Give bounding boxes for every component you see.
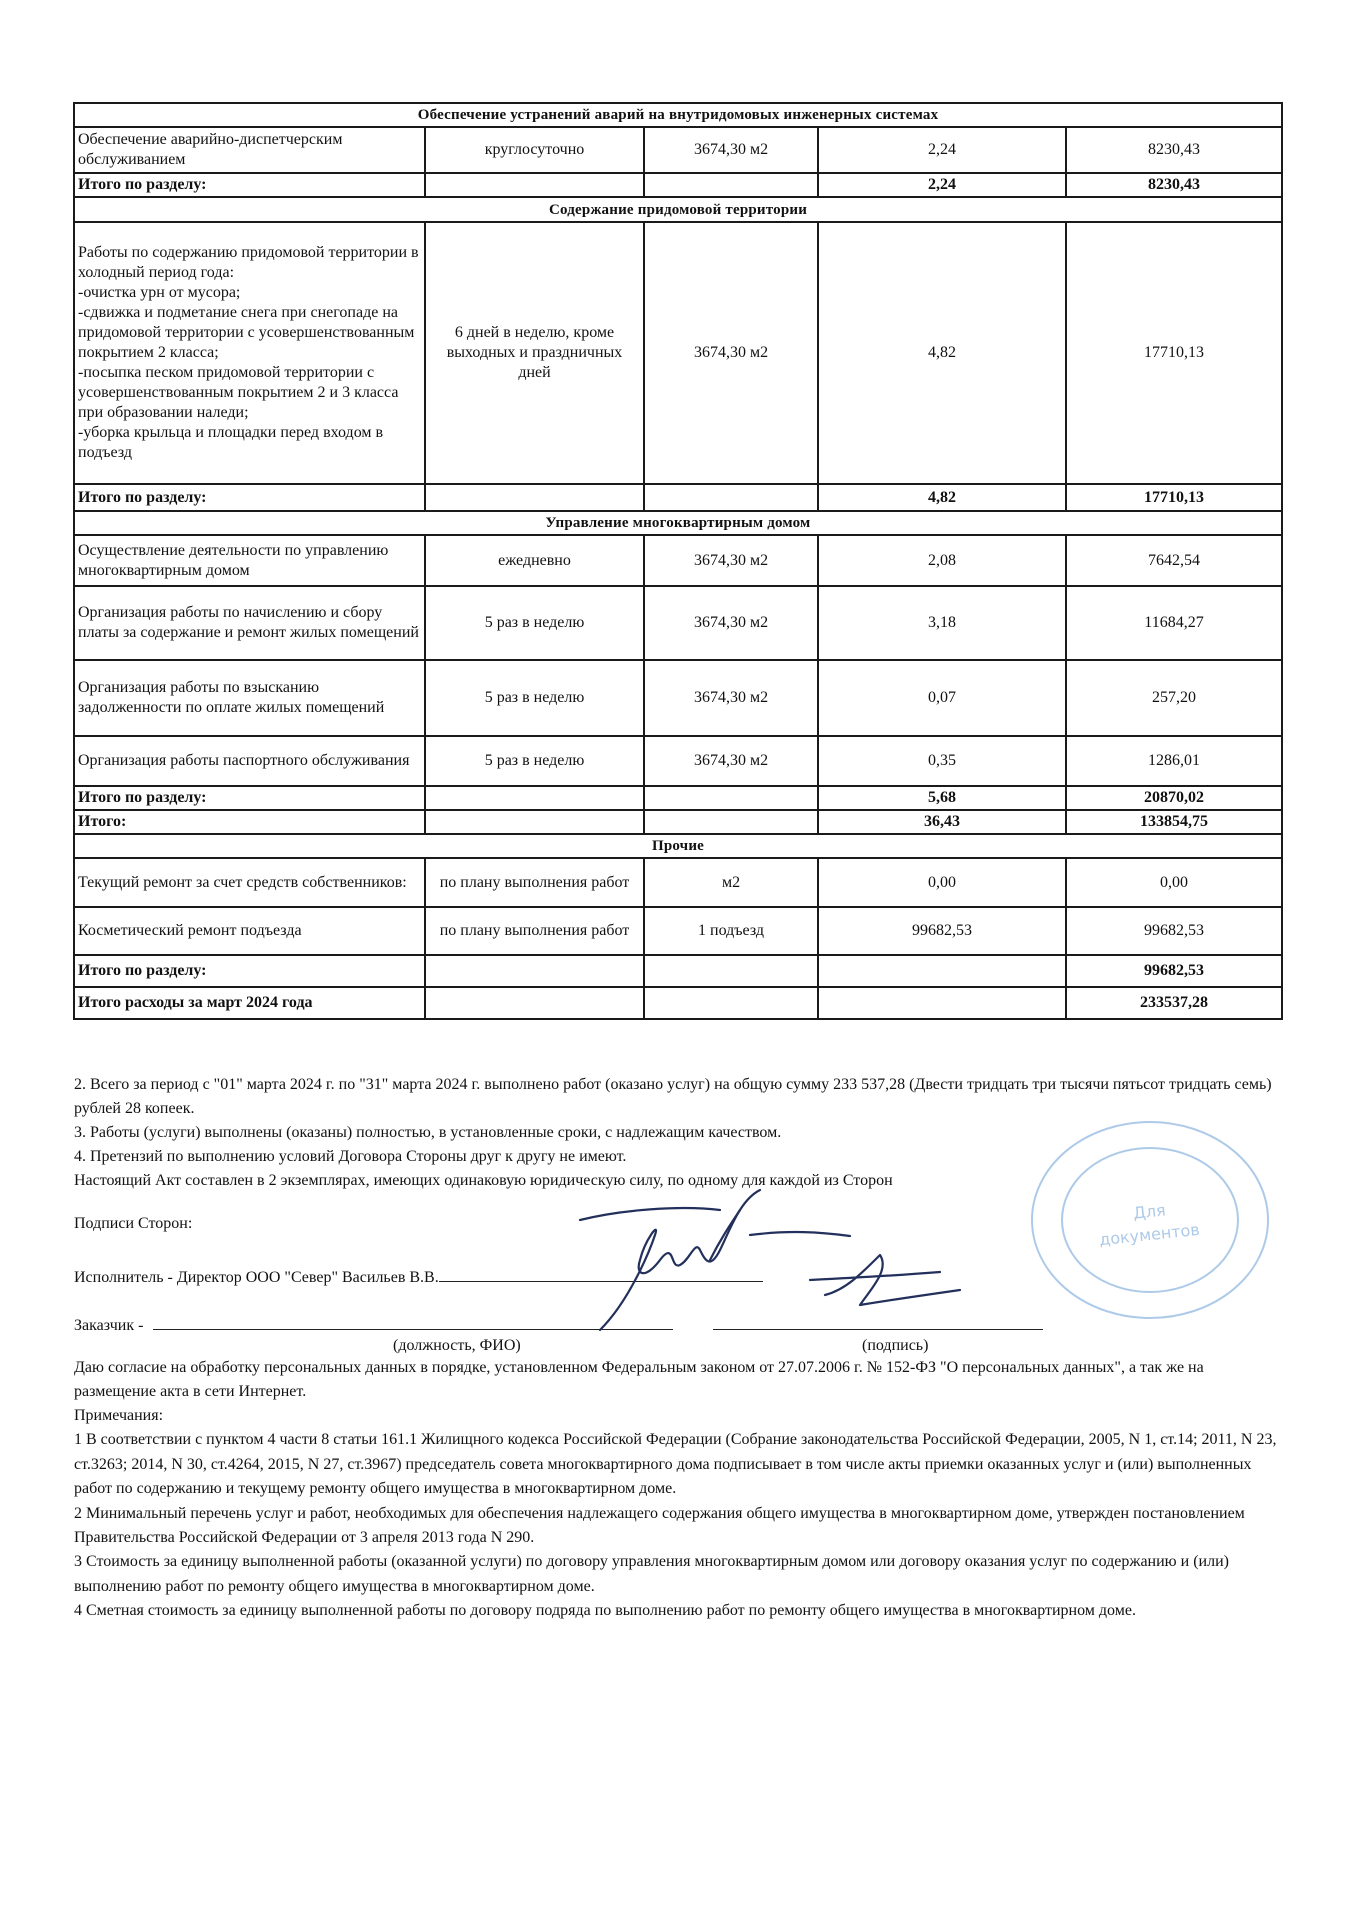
service-sum: 17710,13 (1066, 222, 1282, 484)
service-area: 3674,30 м2 (644, 127, 818, 173)
total-sum: 8230,43 (1066, 173, 1282, 197)
service-frequency: 5 раз в неделю (425, 660, 644, 736)
paragraph-total: 2. Всего за период с "01" марта 2024 г. по "31" марта 2024 г. выполнено работ (оказано услуг) на общую сумму 233 537,28 (Двести тридцать три тысячи пятьсот тридцать семь) рублей 28 копеек. (74, 1076, 1272, 1117)
service-name: Работы по содержанию придомовой территории в холодный период года: -очистка урн от мусора; -сдвижка и подметание снега при снегопаде на придомовой территории с усовершенствованным покрытием 2 класса; -посыпка песком придомовой территории с усовершенствованным покрытием 2 и 3 класса при образовании наледи; -уборка крыльца и площадки перед входом в подъезд (74, 222, 425, 484)
section-header (74, 103, 1282, 127)
service-name: Текущий ремонт за счет средств собственников: (74, 858, 425, 907)
service-frequency: по плану выполнения работ (425, 907, 644, 955)
service-rate: 2,24 (818, 127, 1066, 173)
service-sum: 8230,43 (1066, 127, 1282, 173)
note-item: 1 В соответствии с пунктом 4 части 8 статьи 161.1 Жилищного кодекса Российской Федерации (Собрание законодательства Российской Федерации, 2005, N 1, ст.14; 2011, N 23, ст.3263; 2014, N 30, ст.4264, 2015, N 27, ст.3967) председатель совета многоквартирного дома подписывает в том числе акты приемки оказанных услуг и (или) выполненных работ по содержанию и текущему ремонту общего имущества в многоквартирном доме. (74, 1431, 1277, 1498)
service-sum: 11684,27 (1066, 586, 1282, 660)
table-row (74, 586, 1282, 660)
table-row (74, 535, 1282, 586)
service-area: 3674,30 м2 (644, 222, 818, 484)
signature-executor-image (560, 1180, 1020, 1350)
service-rate: 99682,53 (818, 907, 1066, 955)
paragraph-claims: 4. Претензий по выполнению условий Договора Стороны друг к другу не имеют. (74, 1148, 627, 1165)
service-area: м2 (644, 858, 818, 907)
service-sum: 0,00 (1066, 858, 1282, 907)
service-frequency: круглосуточно (425, 127, 644, 173)
position-caption: (должность, ФИО) (393, 1337, 521, 1354)
service-area: 3674,30 м2 (644, 535, 818, 586)
service-name: Обеспечение аварийно-диспетчерским обслуживанием (74, 127, 425, 173)
service-area: 3674,30 м2 (644, 736, 818, 786)
table-row (74, 858, 1282, 907)
service-name: Осуществление деятельности по управлению многоквартирным домом (74, 535, 425, 586)
svg-text:документов: документов (1098, 1219, 1201, 1250)
service-name: Организация работы по взысканию задолженности по оплате жилых помещений (74, 660, 425, 736)
consent-text: Даю согласие на обработку персональных данных в порядке, установленном Федеральным законом от 27.07.2006 г. № 152-ФЗ "О персональных данных", а так же на размещение акта в сети Интернет. (74, 1359, 1204, 1400)
grand-total-row (74, 810, 1282, 834)
service-area: 1 подъезд (644, 907, 818, 955)
stamp-seal-image (1025, 1115, 1275, 1325)
service-sum: 257,20 (1066, 660, 1282, 736)
service-rate: 0,35 (818, 736, 1066, 786)
table-row (74, 736, 1282, 786)
table-row (74, 222, 1282, 484)
total-sum: 20870,02 (1066, 786, 1282, 810)
notes-section (74, 1404, 1282, 1624)
total-rate: 4,82 (818, 484, 1066, 511)
total-label: Итого по разделу: (74, 484, 425, 511)
total-rate (818, 955, 1066, 987)
notes-heading: Примечания: (74, 1407, 164, 1424)
total-sum: 99682,53 (1066, 955, 1282, 987)
service-name: Косметический ремонт подъезда (74, 907, 425, 955)
total-sum: 17710,13 (1066, 484, 1282, 511)
service-name: Организация работы по начислению и сбору платы за содержание и ремонт жилых помещений (74, 586, 425, 660)
table-row (74, 127, 1282, 173)
service-sum: 7642,54 (1066, 535, 1282, 586)
service-rate: 0,00 (818, 858, 1066, 907)
service-rate: 0,07 (818, 660, 1066, 736)
service-rate: 4,82 (818, 222, 1066, 484)
service-frequency: 6 дней в неделю, кроме выходных и праздничных дней (425, 222, 644, 484)
grand-total-label: Итого: (74, 810, 425, 834)
section-header (74, 511, 1282, 535)
service-frequency: ежедневно (425, 535, 644, 586)
section-title: Содержание придомовой территории (74, 197, 1282, 222)
total-rate: 5,68 (818, 786, 1066, 810)
grand-total-rate: 36,43 (818, 810, 1066, 834)
total-label: Итого по разделу: (74, 955, 425, 987)
section-header (74, 197, 1282, 222)
section-header (74, 834, 1282, 858)
expenses-total-row (74, 987, 1282, 1019)
customer-label: Заказчик - (74, 1317, 144, 1334)
section-title: Прочие (74, 834, 1282, 858)
executor-label: Исполнитель - Директор ООО "Север" Васильев В.В. (74, 1269, 439, 1286)
service-name: Организация работы паспортного обслуживания (74, 736, 425, 786)
total-rate: 2,24 (818, 173, 1066, 197)
total-label: Итого по разделу: (74, 173, 425, 197)
signature-caption: (подпись) (862, 1337, 929, 1354)
table-row (74, 660, 1282, 736)
expenses-total-label: Итого расходы за март 2024 года (74, 987, 425, 1019)
note-item: 4 Сметная стоимость за единицу выполненной работы по договору подряда по выполнению работ по ремонту общего имущества в многоквартирном доме. (74, 1602, 1136, 1620)
service-sum: 1286,01 (1066, 736, 1282, 786)
section-total-row (74, 484, 1282, 511)
services-table (73, 102, 1283, 1020)
service-frequency: 5 раз в неделю (425, 736, 644, 786)
table-row (74, 907, 1282, 955)
expenses-total-sum: 233537,28 (1066, 987, 1282, 1019)
total-label: Итого по разделу: (74, 786, 425, 810)
note-item: 3 Стоимость за единицу выполненной работы (оказанной услуги) по договору управления многоквартирным домом или договору оказания услуг по содержанию и (или) выполнению работ по ремонту общего имущества в многоквартирном доме. (74, 1553, 1229, 1595)
paragraph-copies: Настоящий Акт составлен в 2 экземплярах, имеющих одинаковую юридическую силу, по одному для каждой из Сторон (74, 1172, 893, 1189)
service-frequency: 5 раз в неделю (425, 586, 644, 660)
service-sum: 99682,53 (1066, 907, 1282, 955)
section-title: Управление многоквартирным домом (74, 511, 1282, 535)
paragraph-quality: 3. Работы (услуги) выполнены (оказаны) полностью, в установленные сроки, с надлежащим качеством. (74, 1124, 782, 1141)
grand-total-sum: 133854,75 (1066, 810, 1282, 834)
service-area: 3674,30 м2 (644, 586, 818, 660)
section-title: Обеспечение устранений аварий на внутридомовых инженерных системах (74, 103, 1282, 127)
service-rate: 3,18 (818, 586, 1066, 660)
service-area: 3674,30 м2 (644, 660, 818, 736)
section-total-row (74, 786, 1282, 810)
service-rate: 2,08 (818, 535, 1066, 586)
signatures-heading: Подписи Сторон: (74, 1215, 193, 1232)
note-item: 2 Минимальный перечень услуг и работ, необходимых для обеспечения надлежащего содержания общего имущества в многоквартирном доме, утвержден постановлением Правительства Российской Федерации от 3 апреля 2013 года N 290. (74, 1504, 1245, 1547)
section-total-row (74, 173, 1282, 197)
svg-text:Для: Для (1132, 1200, 1167, 1223)
service-frequency: по плану выполнения работ (425, 858, 644, 907)
section-total-row (74, 955, 1282, 987)
